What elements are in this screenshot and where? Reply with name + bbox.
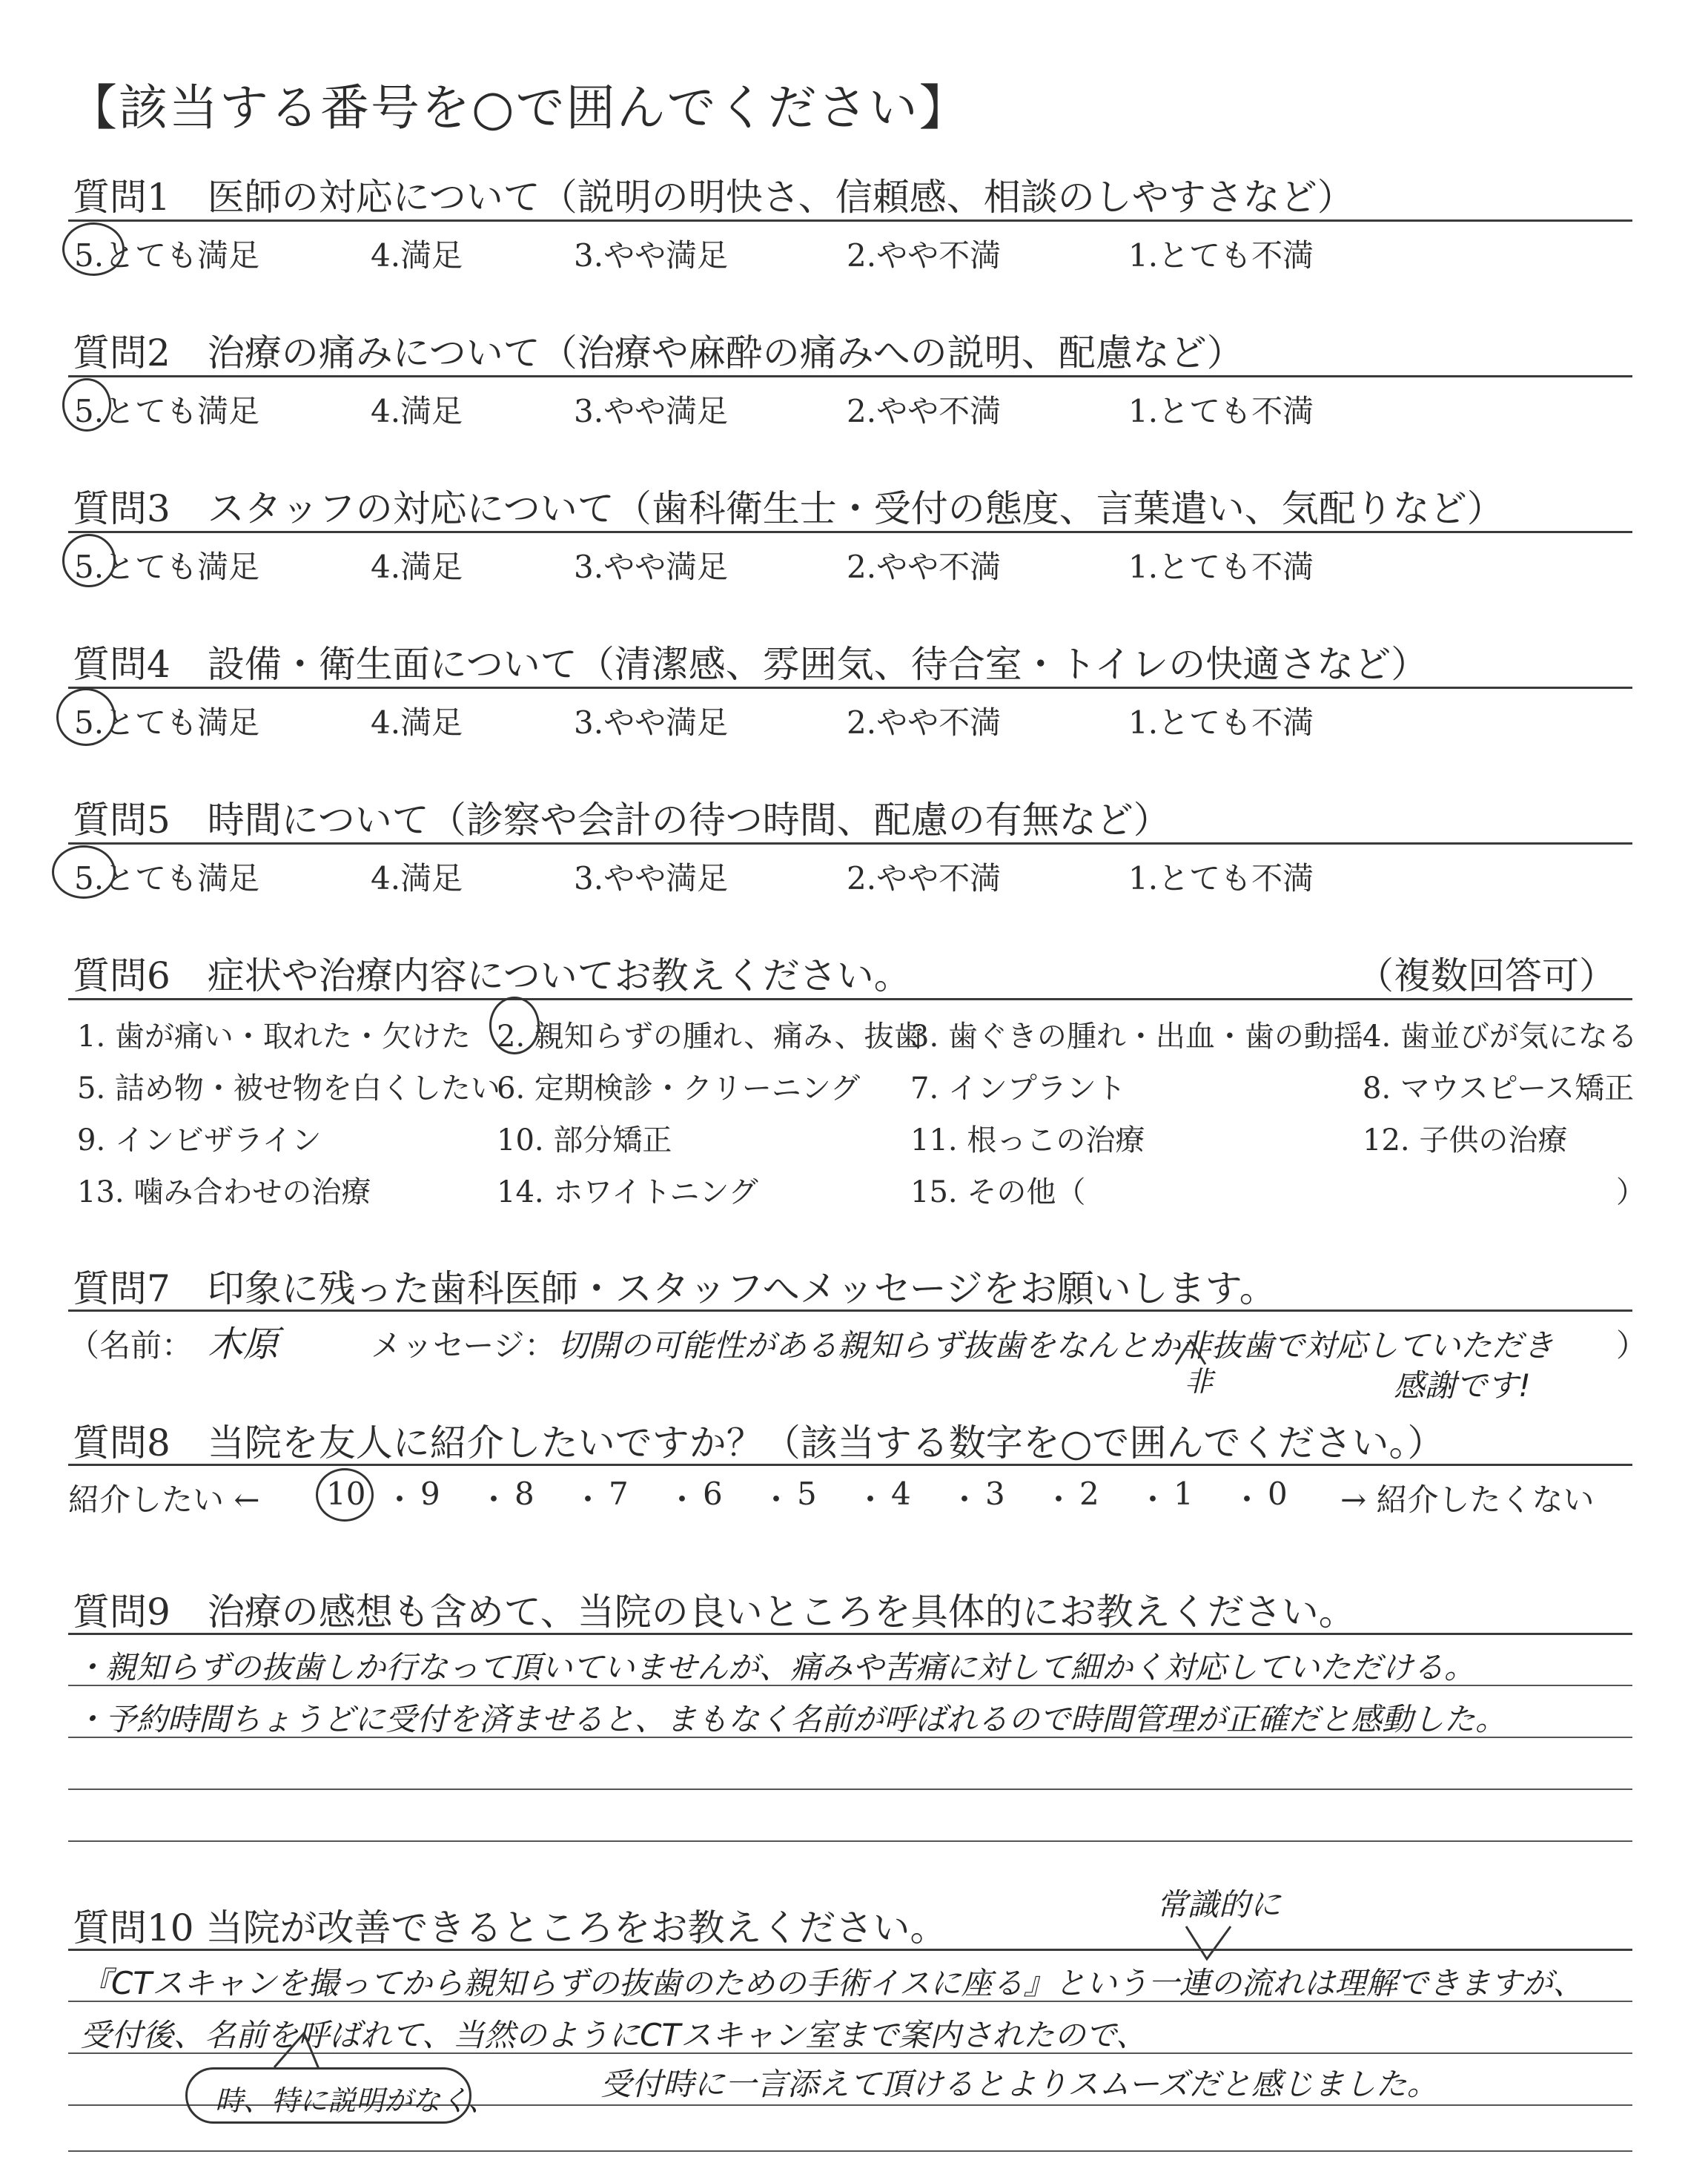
symptom-9[interactable]: 9. インビザライン	[77, 1123, 322, 1157]
symptom-1[interactable]: 1. 歯が痛い・取れた・欠けた	[77, 1020, 471, 1054]
question-5: 質問5 時間について（診察や会計の待つ時間、配慮の有無など）	[73, 799, 1171, 842]
scale-number[interactable]: 9	[420, 1476, 440, 1512]
message-value[interactable]: 切開の可能性がある親知らず抜歯をなんとか非抜歯で対応していただき	[557, 1327, 1555, 1364]
option-3[interactable]: 3.やや満足	[574, 704, 729, 741]
scale-separator: ・	[949, 1482, 981, 1518]
option-1[interactable]: 1.とても不満	[1128, 704, 1314, 741]
option-5[interactable]: 5.とても満足	[74, 393, 260, 429]
symptom-6[interactable]: 6. 定期検診・クリーニング	[497, 1071, 861, 1106]
scale-number[interactable]: 4	[891, 1476, 911, 1512]
scale-number[interactable]: 6	[703, 1476, 723, 1512]
option-4[interactable]: 4.満足	[371, 860, 463, 896]
question-4: 質問4 設備・衛生面について（清潔感、雰囲気、待合室・トイレの快適さなど）	[73, 643, 1429, 686]
scale-number[interactable]: 3	[985, 1476, 1005, 1512]
question-1: 質問1 医師の対応について（説明の明快さ、信頼感、相談のしやすさなど）	[73, 176, 1354, 219]
option-2[interactable]: 2.やや不満	[847, 237, 1002, 274]
option-3[interactable]: 3.やや満足	[574, 860, 729, 896]
option-2[interactable]: 2.やや不満	[847, 393, 1002, 429]
option-4[interactable]: 4.満足	[371, 549, 463, 585]
symptom-15-close: ）	[1616, 1175, 1646, 1209]
scale-number[interactable]: 1	[1174, 1476, 1194, 1512]
scale-separator: ・	[384, 1482, 416, 1518]
q10-answer-line-1[interactable]: 『CTスキャンを撮ってから親知らずの抜歯のための手術イスに座る』という一連の流れは理解できますが、	[80, 1965, 1584, 2001]
page-title: 【該当する番号を○で囲んでください】	[68, 79, 970, 136]
option-1[interactable]: 1.とても不満	[1128, 860, 1314, 896]
option-1[interactable]: 1.とても不満	[1128, 549, 1314, 585]
scale-separator: ・	[761, 1482, 792, 1518]
message-label: メッセージ：	[371, 1327, 556, 1364]
question-6: 質問6 症状や治療内容についてお教えください。	[73, 954, 911, 997]
symptom-8[interactable]: 8. マウスピース矯正	[1363, 1071, 1635, 1106]
question-2: 質問2 治療の痛みについて（治療や麻酔の痛みへの説明、配慮など）	[73, 331, 1244, 374]
scale-number[interactable]: 0	[1268, 1476, 1288, 1512]
option-3[interactable]: 3.やや満足	[574, 393, 729, 429]
message-value-2[interactable]: 感謝です!	[1394, 1367, 1531, 1404]
symptom-4[interactable]: 4. 歯並びが気になる	[1363, 1020, 1638, 1054]
symptom-7[interactable]: 7. インプラント	[910, 1071, 1126, 1106]
option-5[interactable]: 5.とても満足	[74, 704, 260, 741]
symptom-5[interactable]: 5. 詰め物・被せ物を白くしたい	[77, 1071, 500, 1106]
option-4[interactable]: 4.満足	[371, 704, 463, 741]
option-5[interactable]: 5.とても満足	[74, 549, 260, 585]
symptom-13[interactable]: 13. 噛み合わせの治療	[77, 1175, 371, 1209]
scale-separator: ・	[666, 1482, 698, 1518]
scale-separator: ・	[572, 1482, 604, 1518]
q10-note-above: 常識的に	[1156, 1886, 1282, 1923]
q10-answer-line-3[interactable]: 受付時に一言添えて頂けるとよりスムーズだと感じました。	[600, 2066, 1438, 2102]
symptom-3[interactable]: 3. 歯ぐきの腫れ・出血・歯の動揺	[910, 1020, 1363, 1054]
symptom-12[interactable]: 12. 子供の治療	[1363, 1123, 1568, 1157]
option-1[interactable]: 1.とても不満	[1128, 393, 1314, 429]
scale-number[interactable]: 7	[609, 1476, 629, 1512]
scale-number[interactable]: 2	[1079, 1476, 1099, 1512]
option-2[interactable]: 2.やや不満	[847, 549, 1002, 585]
scale-separator: ・	[855, 1482, 887, 1518]
scale-number[interactable]: 8	[514, 1476, 534, 1512]
scale-right-label: → 紹介したくない	[1340, 1482, 1595, 1518]
option-3[interactable]: 3.やや満足	[574, 237, 729, 274]
scale-separator: ・	[1137, 1482, 1169, 1518]
option-4[interactable]: 4.満足	[371, 237, 463, 274]
option-5[interactable]: 5.とても満足	[74, 237, 260, 274]
option-1[interactable]: 1.とても不満	[1128, 237, 1314, 274]
symptom-2[interactable]: 2. 親知らずの腫れ、痛み、抜歯	[497, 1020, 924, 1054]
q9-answer-line-2[interactable]: ・予約時間ちょうどに受付を済ませると、まもなく名前が呼ばれるので時間管理が正確だと感動した。	[74, 1701, 1507, 1737]
message-close: ）	[1616, 1327, 1648, 1364]
symptom-10[interactable]: 10. 部分矯正	[497, 1123, 672, 1157]
q10-note-below: 時、特に説明がなく、	[215, 2084, 497, 2117]
option-4[interactable]: 4.満足	[371, 393, 463, 429]
question-8: 質問8 当院を友人に紹介したいですか？（該当する数字を○で囲んでください。）	[73, 1421, 1445, 1464]
message-insert: 非	[1185, 1365, 1214, 1398]
scale-separator: ・	[1043, 1482, 1075, 1518]
symptom-14[interactable]: 14. ホワイトニング	[497, 1175, 758, 1209]
scale-separator: ・	[1231, 1482, 1263, 1518]
symptom-11[interactable]: 11. 根っこの治療	[910, 1123, 1145, 1157]
question-7: 質問7 印象に残った歯科医師・スタッフへメッセージをお願いします。	[73, 1267, 1277, 1310]
option-2[interactable]: 2.やや不満	[847, 860, 1002, 896]
symptom-15[interactable]: 15. その他（	[910, 1175, 1086, 1209]
option-5[interactable]: 5.とても満足	[74, 860, 260, 896]
question-10: 質問10 当院が改善できるところをお教えください。	[73, 1906, 947, 1949]
q9-answer-line-1[interactable]: ・親知らずの抜歯しか行なって頂いていませんが、痛みや苦痛に対して細かく対応していただける。	[74, 1649, 1476, 1685]
q6-multiple-note: （複数回答可）	[1357, 954, 1616, 997]
name-label: （名前：	[68, 1327, 193, 1364]
option-3[interactable]: 3.やや満足	[574, 549, 729, 585]
scale-number[interactable]: 5	[797, 1476, 817, 1512]
scale-separator: ・	[478, 1482, 510, 1518]
name-value[interactable]: 木原	[208, 1324, 279, 1365]
question-9: 質問9 治療の感想も含めて、当院の良いところを具体的にお教えください。	[73, 1591, 1356, 1634]
q10-answer-line-2[interactable]: 受付後、名前を呼ばれて、当然のようにCTスキャン室まで案内されたので、	[80, 2017, 1148, 2053]
scale-left-label: 紹介したい ←	[68, 1482, 260, 1518]
question-3: 質問3 スタッフの対応について（歯科衛生士・受付の態度、言葉遣い、気配りなど）	[73, 487, 1504, 530]
option-2[interactable]: 2.やや不満	[847, 704, 1002, 741]
scale-number[interactable]: 10	[326, 1476, 366, 1512]
